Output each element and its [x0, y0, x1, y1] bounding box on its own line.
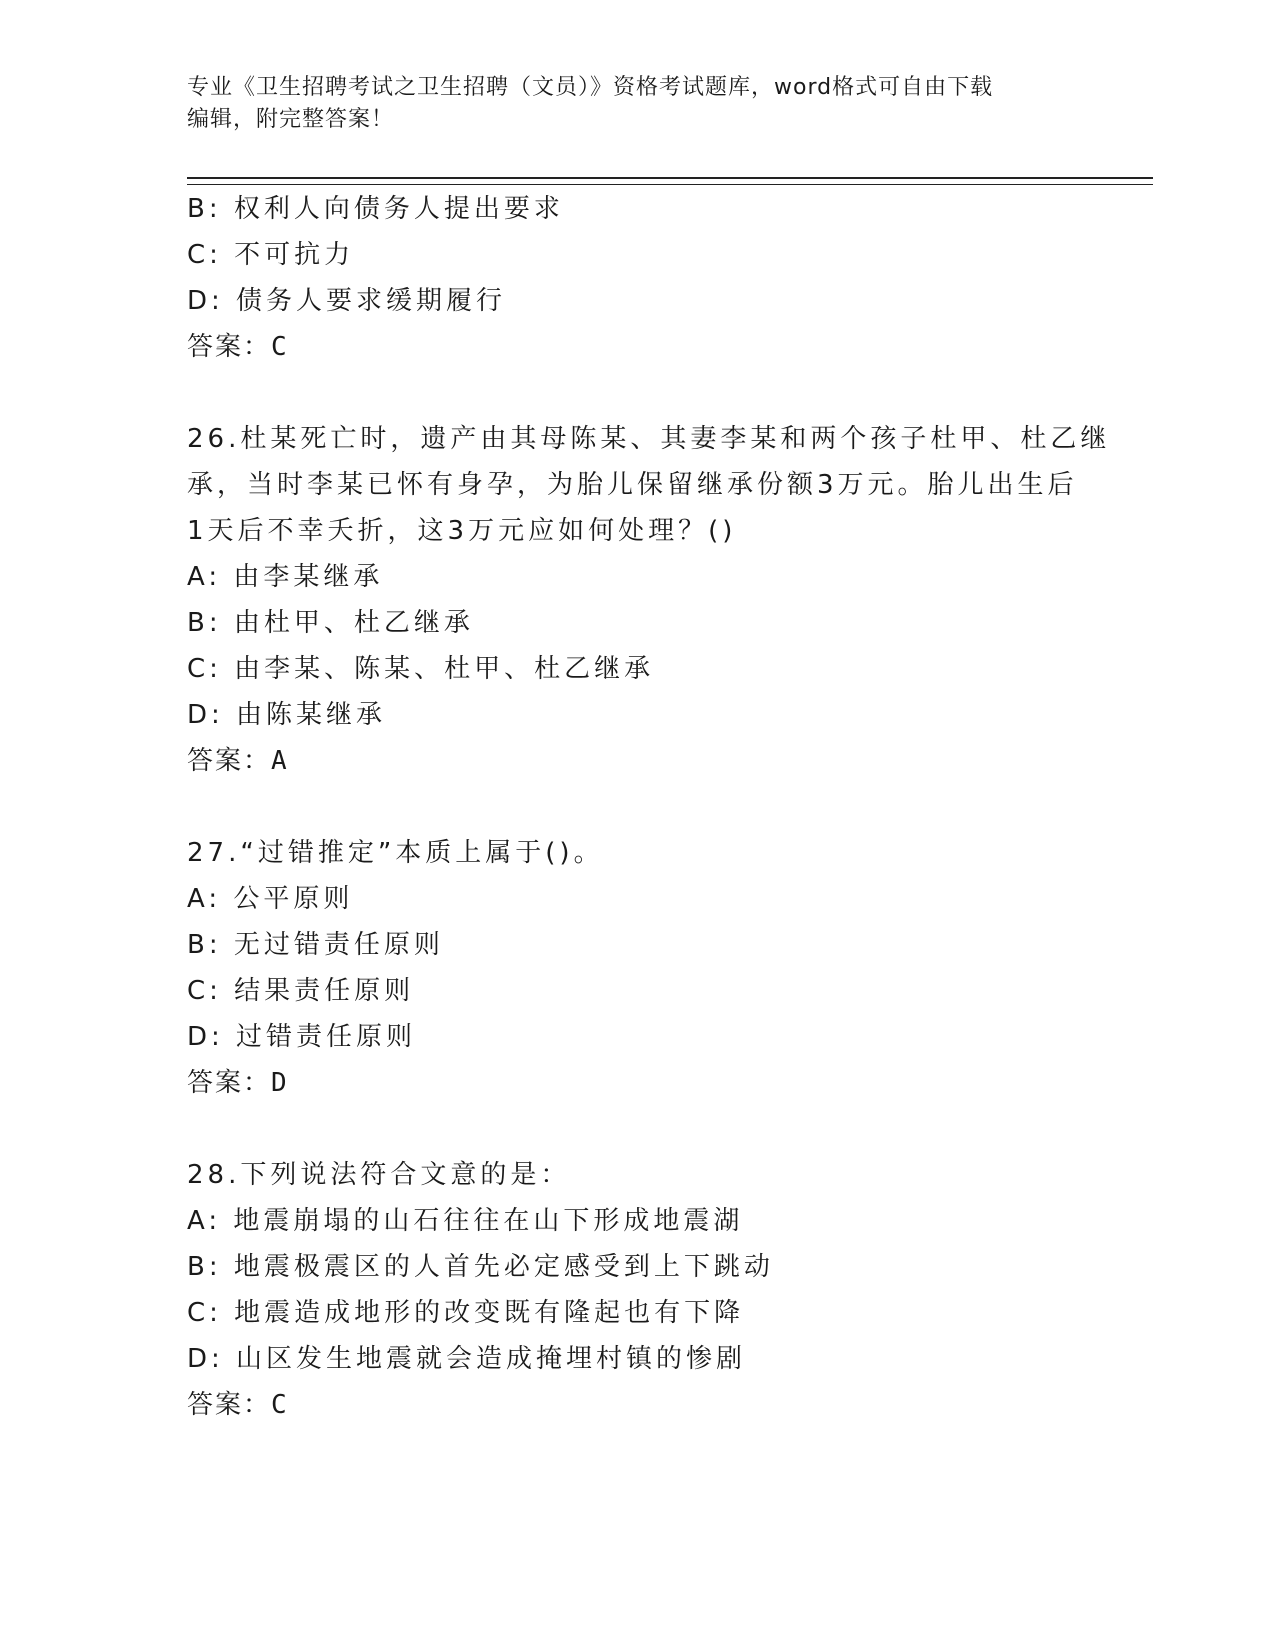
option-b: B: 地震极震区的人首先必定感受到上下跳动 — [187, 1252, 774, 1282]
question-28 — [187, 1152, 1087, 1428]
option-c: C: 结果责任原则 — [187, 976, 415, 1006]
header-line-1: 专业《卫生招聘考试之卫生招聘（文员）》资格考试题库，word格式可自由下载 — [187, 75, 994, 100]
question-stem-line-3: 1天后不幸夭折，这3万元应如何处理？() — [187, 516, 737, 546]
page-header — [187, 72, 1087, 136]
answer-label: 答案： — [187, 746, 272, 776]
question-stem-line-1: 26.杜某死亡时，遗产由其母陈某、其妻李某和两个孩子杜甲、杜乙继 — [187, 424, 1111, 454]
header-line-2: 编辑，附完整答案！ — [187, 107, 395, 132]
question-stem-line-1: 27.“过错推定”本质上属于()。 — [187, 838, 604, 868]
answer-line — [187, 1060, 1087, 1106]
question-list — [187, 186, 1111, 1428]
answer-value: D — [271, 1068, 289, 1098]
option-d: D: 债务人要求缓期履行 — [187, 286, 507, 316]
option-d: D: 由陈某继承 — [187, 700, 387, 730]
header-divider — [187, 177, 1153, 185]
question-stem-line-1: 28.下列说法符合文意的是： — [187, 1160, 571, 1190]
answer-line — [187, 324, 1087, 370]
answer-label: 答案： — [187, 332, 272, 362]
answer-value: A — [271, 746, 289, 776]
option-a: A: 由李某继承 — [187, 562, 384, 592]
answer-value: C — [271, 1390, 289, 1420]
option-c: C: 不可抗力 — [187, 240, 355, 270]
answer-line — [187, 1382, 1087, 1428]
option-c: C: 地震造成地形的改变既有隆起也有下降 — [187, 1298, 745, 1328]
option-c: C: 由李某、陈某、杜甲、杜乙继承 — [187, 654, 655, 684]
answer-label: 答案： — [187, 1068, 272, 1098]
option-a: A: 地震崩塌的山石往往在山下形成地震湖 — [187, 1206, 744, 1236]
option-b: B: 权利人向债务人提出要求 — [187, 194, 564, 224]
option-b: B: 由杜甲、杜乙继承 — [187, 608, 474, 638]
answer-value: C — [271, 332, 289, 362]
question-27 — [187, 830, 1087, 1106]
option-b: B: 无过错责任原则 — [187, 930, 444, 960]
answer-label: 答案： — [187, 1390, 272, 1420]
question-stem-line-2: 承，当时李某已怀有身孕，为胎儿保留继承份额3万元。胎儿出生后 — [187, 470, 1078, 500]
option-d: D: 过错责任原则 — [187, 1022, 417, 1052]
question-26 — [187, 416, 1111, 784]
question-25 — [187, 186, 1087, 370]
answer-line — [187, 738, 1087, 784]
option-a: A: 公平原则 — [187, 884, 354, 914]
option-d: D: 山区发生地震就会造成掩埋村镇的惨剧 — [187, 1344, 747, 1374]
